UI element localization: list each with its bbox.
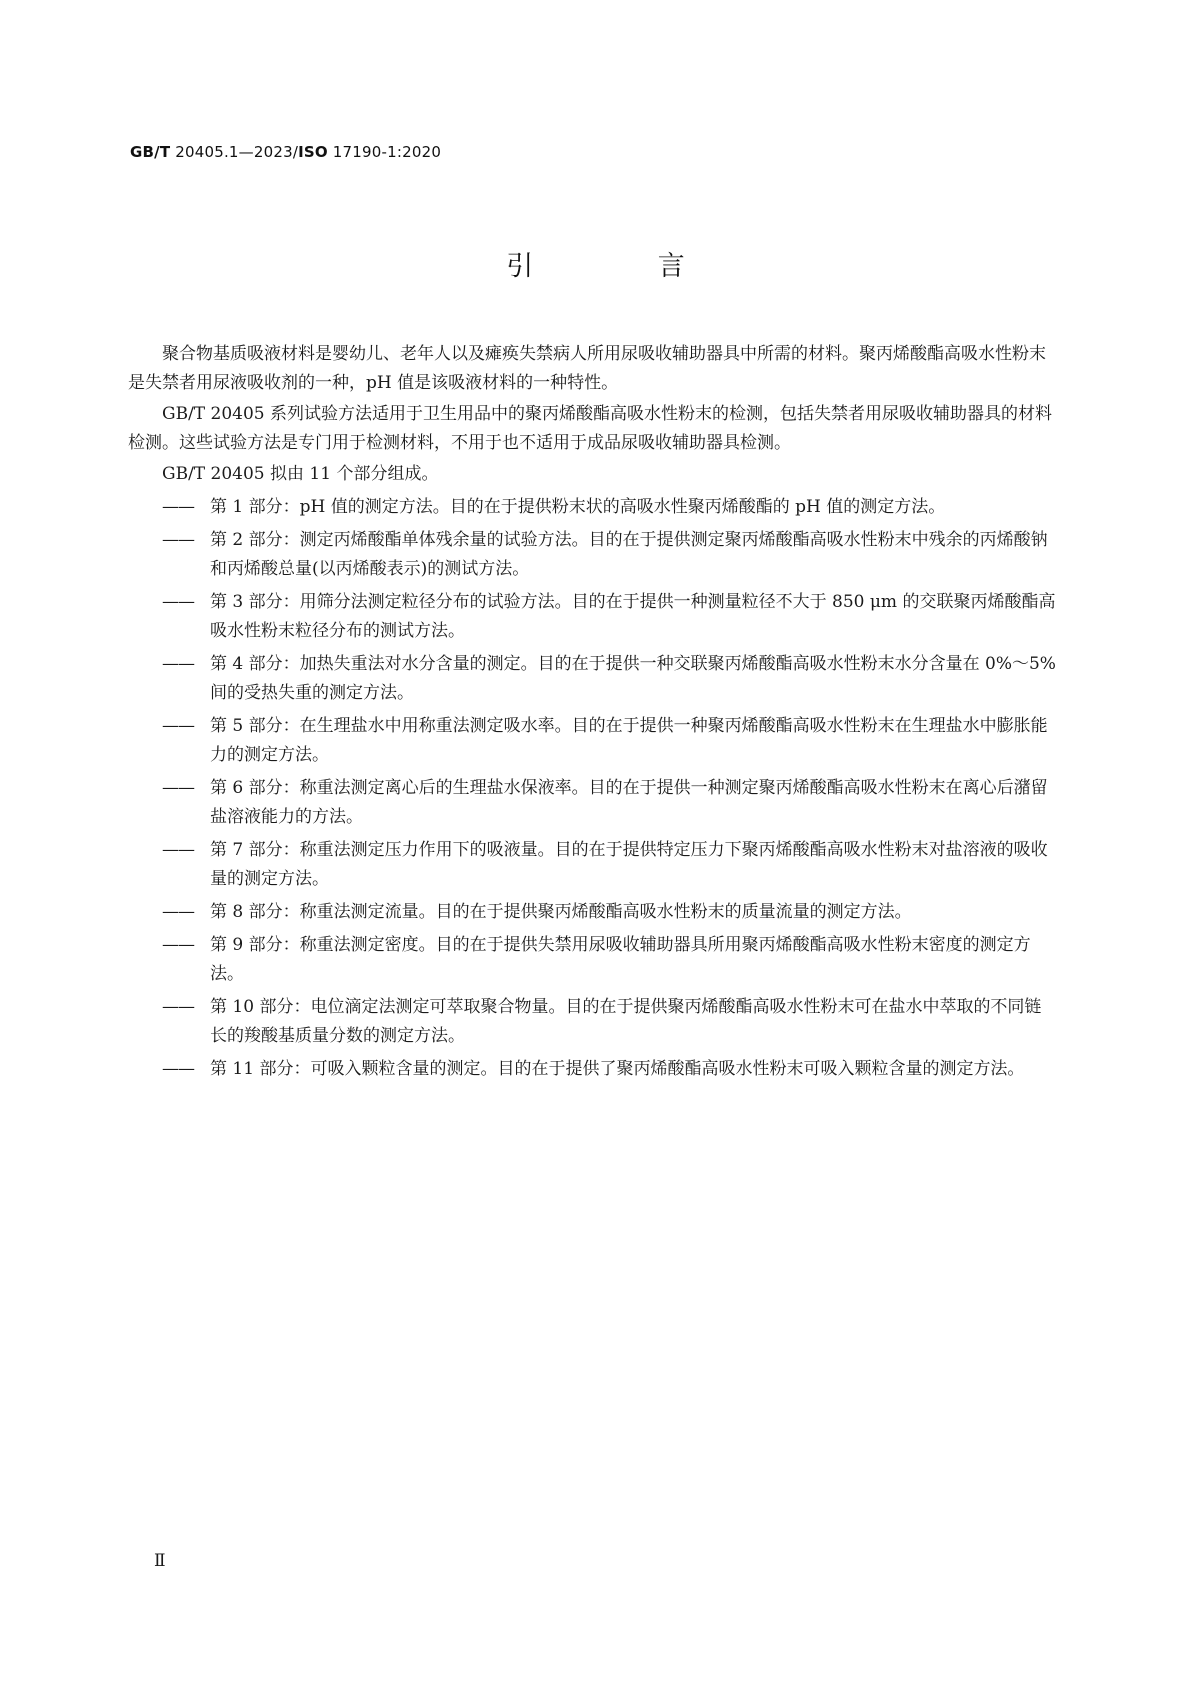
list-item	[128, 993, 1056, 1051]
list-dash: ——	[162, 902, 194, 922]
gb-number: 20405.1—2023/	[170, 143, 299, 161]
list-item-text: 第 3 部分：用筛分法测定粒径分布的试验方法。目的在于提供一种测量粒径不大于 850 μm 的交联聚丙烯酸酯高吸水性粉末粒径分布的测试方法。	[210, 592, 1056, 641]
list-item-text: 第 5 部分：在生理盐水中用称重法测定吸水率。目的在于提供一种聚丙烯酸酯高吸水性粉末在生理盐水中膨胀能力的测定方法。	[210, 716, 1048, 765]
list-item	[128, 650, 1056, 708]
intro-paragraph: GB/T 20405 系列试验方法适用于卫生用品中的聚丙烯酸酯高吸水性粉末的检测，包括失禁者用尿吸收辅助器具的材料检测。这些试验方法是专门用于检测材料，不用于也不适用于成品尿吸收辅助器具检测。	[128, 404, 1053, 453]
list-item-text: 第 11 部分：可吸入颗粒含量的测定。目的在于提供了聚丙烯酸酯高吸水性粉末可吸入颗粒含量的测定方法。	[210, 1059, 1025, 1079]
list-item	[128, 526, 1056, 584]
list-item-text: 第 2 部分：测定丙烯酸酯单体残余量的试验方法。目的在于提供测定聚丙烯酸酯高吸水性粉末中残余的丙烯酸钠和丙烯酸总量(以丙烯酸表示)的测试方法。	[210, 530, 1048, 579]
list-dash: ——	[162, 1059, 194, 1079]
list-item	[128, 836, 1056, 894]
list-dash: ——	[162, 716, 194, 736]
list-item	[128, 774, 1056, 832]
list-item-text: 第 10 部分：电位滴定法测定可萃取聚合物量。目的在于提供聚丙烯酸酯高吸水性粉末可在盐水中萃取的不同链长的羧酸基质量分数的测定方法。	[210, 997, 1042, 1046]
list-dash: ——	[162, 840, 194, 860]
list-dash: ——	[162, 935, 194, 955]
list-item	[128, 493, 1056, 522]
page-title: 引 言	[506, 251, 743, 282]
list-dash: ——	[162, 778, 194, 798]
list-item-text: 第 6 部分：称重法测定离心后的生理盐水保液率。目的在于提供一种测定聚丙烯酸酯高吸水性粉末在离心后潴留盐溶液能力的方法。	[210, 778, 1048, 827]
document-code-header	[130, 143, 441, 161]
list-item-text: 第 1 部分：pH 值的测定方法。目的在于提供粉末状的高吸水性聚丙烯酸酯的 pH 值的测定方法。	[210, 497, 946, 517]
list-item	[128, 1055, 1056, 1084]
gb-prefix: GB/T	[130, 143, 171, 161]
intro-paragraph: 聚合物基质吸液材料是婴幼儿、老年人以及瘫痪失禁病人所用尿吸收辅助器具中所需的材料。聚丙烯酸酯高吸水性粉末是失禁者用尿液吸收剂的一种，pH 值是该吸液材料的一种特性。	[128, 344, 1046, 393]
page-number: Ⅱ	[154, 1551, 166, 1571]
list-item	[128, 712, 1056, 770]
list-dash: ——	[162, 654, 194, 674]
list-item	[128, 588, 1056, 646]
list-dash: ——	[162, 592, 194, 612]
iso-number: 17190-1:2020	[327, 143, 442, 161]
list-dash: ——	[162, 497, 194, 517]
list-item-text: 第 4 部分：加热失重法对水分含量的测定。目的在于提供一种交联聚丙烯酸酯高吸水性粉末水分含量在 0%～5%间的受热失重的测定方法。	[210, 654, 1056, 703]
list-item-text: 第 8 部分：称重法测定流量。目的在于提供聚丙烯酸酯高吸水性粉末的质量流量的测定方法。	[210, 902, 912, 922]
document-body	[128, 340, 1056, 1084]
intro-paragraph: GB/T 20405 拟由 11 个部分组成。	[162, 464, 439, 484]
list-dash: ——	[162, 530, 194, 550]
list-item-text: 第 7 部分：称重法测定压力作用下的吸液量。目的在于提供特定压力下聚丙烯酸酯高吸水性粉末对盐溶液的吸收量的测定方法。	[210, 840, 1048, 889]
list-item-text: 第 9 部分：称重法测定密度。目的在于提供失禁用尿吸收辅助器具所用聚丙烯酸酯高吸水性粉末密度的测定方法。	[210, 935, 1031, 984]
list-item	[128, 898, 1056, 927]
list-item	[128, 931, 1056, 989]
iso-prefix: ISO	[298, 143, 328, 161]
list-dash: ——	[162, 997, 194, 1017]
